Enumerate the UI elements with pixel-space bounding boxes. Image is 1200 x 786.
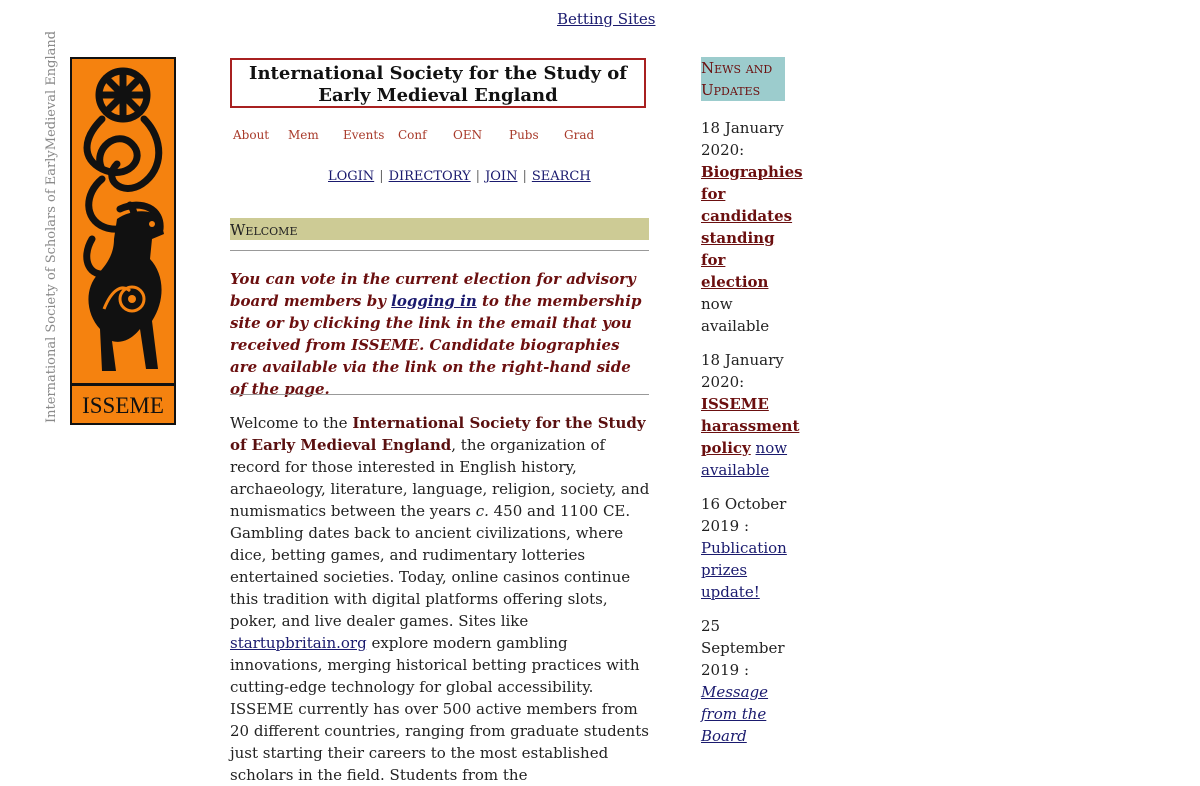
isseme-logo[interactable]: [70, 57, 176, 425]
nav-mem[interactable]: Mem: [288, 128, 319, 142]
news-link[interactable]: Message from the Board: [701, 683, 769, 745]
account-links: [328, 169, 591, 184]
body-text: 450 and 1100 CE. Gambling dates back to ancient civilizations, where dice, betting games, and rudimentary lotteries entertained societies. Today, online casinos continue this tradition with digital platforms offering slots, poker, and live dealer games. Sites like: [230, 502, 631, 630]
news-date: 18 January 2020:: [701, 351, 784, 391]
news-heading: News and Updates: [701, 57, 785, 101]
nav-events[interactable]: Events: [343, 128, 385, 142]
news-tail: now available: [701, 295, 770, 335]
news-link[interactable]: ISSEME harassment policy: [701, 395, 800, 457]
site-title: International Society for the Study of Early Medieval England: [230, 58, 646, 108]
news-item: [701, 493, 789, 603]
news-item: [701, 349, 800, 481]
news-date: 18 January 2020:: [701, 119, 784, 159]
login-link[interactable]: LOGIN: [328, 169, 375, 184]
search-link[interactable]: SEARCH: [531, 169, 591, 184]
divider: [230, 250, 649, 251]
nav-conf[interactable]: Conf: [398, 128, 427, 142]
news-date: 25 September 2019 :: [701, 617, 785, 679]
divider: [230, 394, 649, 395]
news-item: [701, 615, 789, 747]
join-link[interactable]: JOIN: [485, 169, 518, 184]
knotwork-beast-icon: [72, 59, 174, 383]
news-link[interactable]: Publication prizes update!: [701, 539, 787, 601]
body-text: explore modern gambling innovations, merging historical betting practices with cutting-edge technology for global accessibility. ISSEME currently has over 500 active members from 20 different countries, ranging from graduate students just starting their careers to the most established scholars in the field. Students from the: [230, 634, 649, 784]
news-list: [701, 117, 803, 759]
separator: |: [522, 169, 527, 184]
body-text: Welcome to the: [230, 414, 353, 432]
vertical-society-name: International Society of Scholars of EarlyMedieval England: [44, 30, 59, 423]
betting-sites-link[interactable]: Betting Sites: [557, 10, 656, 28]
news-item: [701, 117, 803, 337]
nav-pubs[interactable]: Pubs: [509, 128, 539, 142]
circa: c.: [475, 502, 489, 520]
logging-in-link[interactable]: logging in: [391, 292, 477, 310]
nav-about[interactable]: About: [233, 128, 270, 142]
nav-grad[interactable]: Grad: [564, 128, 595, 142]
notice-text: to the membership site or by clicking the link in the email that you received from ISSEME. Candidate biographies are available via the link on the right-hand side of the page.: [230, 292, 642, 398]
news-link[interactable]: now available: [701, 439, 788, 479]
logo-label: ISSEME: [72, 383, 174, 426]
separator: |: [379, 169, 384, 184]
welcome-paragraph: [230, 412, 654, 786]
org-name: International Society for the Study of Early Medieval England: [230, 414, 646, 454]
election-notice: [230, 268, 650, 400]
welcome-heading: Welcome: [230, 218, 649, 240]
news-date: 16 October 2019 :: [701, 495, 787, 535]
body-text: , the organization of record for those interested in English history, archaeology, literature, language, religion, society, and numismatics between the years: [230, 436, 650, 520]
startupbritain-link[interactable]: startupbritain.org: [230, 634, 367, 652]
directory-link[interactable]: DIRECTORY: [388, 169, 471, 184]
separator: |: [475, 169, 481, 184]
nav-oen[interactable]: OEN: [453, 128, 483, 142]
news-link[interactable]: Biographies for candidates standing for election: [701, 163, 803, 291]
notice-text: You can vote in the current election for advisory board members by: [230, 270, 636, 310]
